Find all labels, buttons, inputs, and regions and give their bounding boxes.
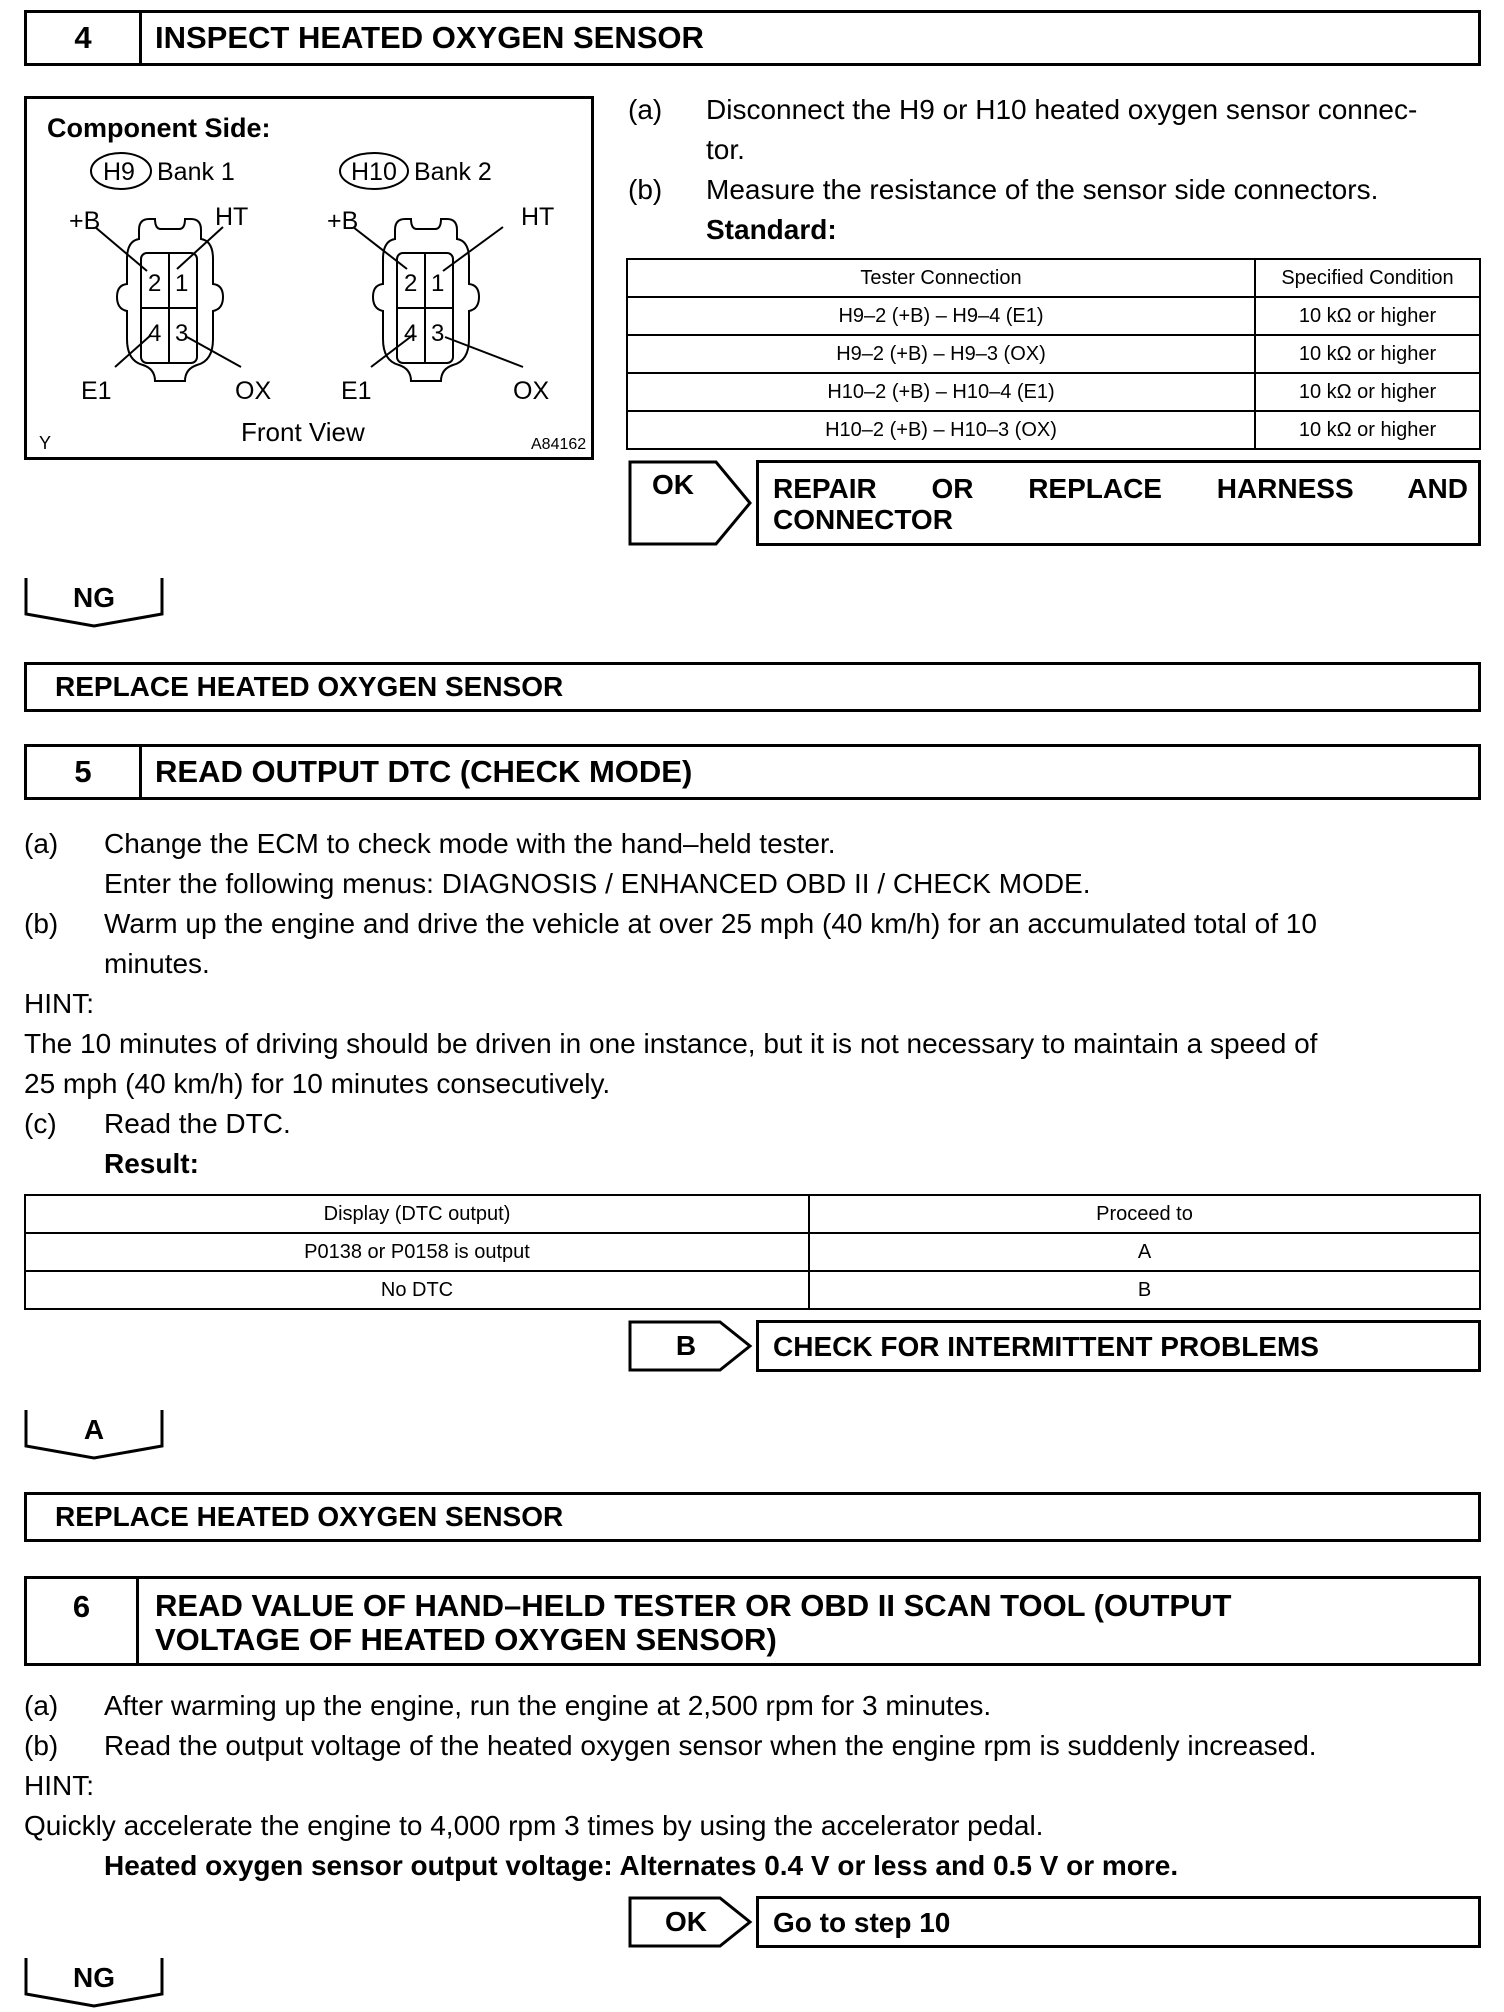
figure-code: A84162 <box>531 436 587 453</box>
left-pin-2: 2 <box>148 270 162 297</box>
left-ox-label: OX <box>235 377 272 405</box>
step5-a-line1: Change the ECM to check mode with the hand–held tester. <box>104 828 836 859</box>
step5-b-line2: minutes. <box>104 948 210 979</box>
front-view-label: Front View <box>241 417 365 447</box>
table-header-row <box>627 259 1480 297</box>
table-row <box>627 297 1480 335</box>
step6-ng-down-tag <box>24 1956 164 2008</box>
ok-tag-label: OK <box>665 1906 707 1937</box>
step5-b-arrow-tag <box>628 1320 754 1372</box>
step4-ng-result: REPLACE HEATED OXYGEN SENSOR <box>24 662 1481 712</box>
table-row <box>627 411 1480 449</box>
table-row <box>25 1271 1480 1309</box>
step6-b-line: Read the output voltage of the heated oxygen sensor when the engine rpm is suddenly increased. <box>104 1730 1317 1761</box>
table-header: Tester Connection <box>627 259 1255 297</box>
step5-a-down-tag <box>24 1408 164 1460</box>
table-cell: 10 kΩ or higher <box>1255 411 1480 449</box>
table-header: Display (DTC output) <box>25 1195 809 1233</box>
left-ht-label: HT <box>215 203 249 231</box>
bank1-label: Bank 1 <box>157 158 235 186</box>
table-cell: H10–2 (+B) – H10–4 (E1) <box>627 373 1255 411</box>
left-pin-4: 4 <box>148 320 162 347</box>
step4-a-label: (a) <box>628 94 663 125</box>
left-plus-b-label: +B <box>69 207 101 235</box>
step4-b-line1: Measure the resistance of the sensor side connectors. <box>706 174 1379 205</box>
step-number: 4 <box>27 13 142 63</box>
table-row <box>627 373 1480 411</box>
table-header: Proceed to <box>809 1195 1480 1233</box>
step5-c-line: Read the DTC. <box>104 1108 291 1139</box>
step5-b-line1: Warm up the engine and drive the vehicle at over 25 mph (40 km/h) for an accumulated total of 10 <box>104 908 1317 939</box>
step4-b-label: (b) <box>628 174 663 205</box>
bank2-label: Bank 2 <box>414 158 492 186</box>
step4-a-line2: tor. <box>706 134 745 165</box>
step5-hint-line2: 25 mph (40 km/h) for 10 minutes consecutively. <box>24 1068 611 1099</box>
right-ht-label: HT <box>521 203 555 231</box>
table-cell: P0138 or P0158 is output <box>25 1233 809 1271</box>
figure-y-mark: Y <box>39 433 52 453</box>
step4-ng-down-tag <box>24 576 164 628</box>
step5-a-line2: Enter the following menus: DIAGNOSIS / ENHANCED OBD II / CHECK MODE. <box>104 868 1091 899</box>
resistance-table <box>626 258 1481 450</box>
step6-spec: Heated oxygen sensor output voltage: Alternates 0.4 V or less and 0.5 V or more. <box>104 1850 1179 1881</box>
a-tag-label: A <box>83 1414 105 1445</box>
connector-diagram <box>27 99 591 457</box>
ng-tag-label: NG <box>73 1962 115 1993</box>
right-pin-1: 1 <box>431 270 445 297</box>
step4-ok-arrow-tag <box>628 460 754 546</box>
table-cell: H9–2 (+B) – H9–4 (E1) <box>627 297 1255 335</box>
right-pin-2: 2 <box>404 270 418 297</box>
table-cell: A <box>809 1233 1480 1271</box>
table-header: Specified Condition <box>1255 259 1480 297</box>
result-label: Result: <box>104 1148 199 1179</box>
step-title <box>155 1579 1468 1663</box>
table-header-row <box>25 1195 1480 1233</box>
table-row <box>25 1233 1480 1271</box>
step6-hint-label: HINT: <box>24 1770 94 1801</box>
step5-a-label: (a) <box>24 828 59 859</box>
step4-a-line1: Disconnect the H9 or H10 heated oxygen sensor connec- <box>706 94 1418 125</box>
table-cell: H10–2 (+B) – H10–3 (OX) <box>627 411 1255 449</box>
right-pin-4: 4 <box>404 320 418 347</box>
step-6-header <box>24 1576 1481 1666</box>
step5-b-result: CHECK FOR INTERMITTENT PROBLEMS <box>756 1320 1481 1372</box>
step5-c-label: (c) <box>24 1108 57 1139</box>
table-cell: B <box>809 1271 1480 1309</box>
step6-a-label: (a) <box>24 1690 59 1721</box>
table-cell: 10 kΩ or higher <box>1255 297 1480 335</box>
ok-result-line1: REPAIR OR REPLACE HARNESS AND <box>773 473 1468 504</box>
step6-b-label: (b) <box>24 1730 59 1761</box>
dtc-result-table <box>24 1194 1481 1310</box>
ok-tag-label: OK <box>652 469 694 500</box>
ng-tag-label: NG <box>73 582 115 613</box>
table-cell: H9–2 (+B) – H9–3 (OX) <box>627 335 1255 373</box>
left-pin-3: 3 <box>175 320 189 347</box>
step-5-header <box>24 744 1481 800</box>
step-4-header <box>24 10 1481 66</box>
right-e1-label: E1 <box>341 377 372 405</box>
step6-ok-arrow-tag <box>628 1896 754 1948</box>
right-pin-3: 3 <box>431 320 445 347</box>
step6-hint-line: Quickly accelerate the engine to 4,000 rpm 3 times by using the accelerator pedal. <box>24 1810 1044 1841</box>
step6-ok-result: Go to step 10 <box>756 1896 1481 1948</box>
step-title-line2: VOLTAGE OF HEATED OXYGEN SENSOR) <box>155 1622 777 1657</box>
step5-a-result: REPLACE HEATED OXYGEN SENSOR <box>24 1492 1481 1542</box>
step5-hint-label: HINT: <box>24 988 94 1019</box>
table-row <box>627 335 1480 373</box>
connector-figure <box>24 96 594 460</box>
step-number: 5 <box>27 747 142 797</box>
b-tag-label: B <box>675 1330 697 1361</box>
step5-b-label: (b) <box>24 908 59 939</box>
table-cell: 10 kΩ or higher <box>1255 335 1480 373</box>
h10-label: H10 <box>351 158 397 186</box>
step-title: READ OUTPUT DTC (CHECK MODE) <box>155 754 693 789</box>
left-e1-label: E1 <box>81 377 112 405</box>
step4-ok-result <box>756 460 1481 546</box>
right-ox-label: OX <box>513 377 550 405</box>
right-plus-b-label: +B <box>327 207 359 235</box>
table-cell: 10 kΩ or higher <box>1255 373 1480 411</box>
table-cell: No DTC <box>25 1271 809 1309</box>
step6-a-line: After warming up the engine, run the engine at 2,500 rpm for 3 minutes. <box>104 1690 992 1721</box>
ok-result-line2: CONNECTOR <box>773 504 953 535</box>
component-side-label: Component Side: <box>47 113 271 143</box>
left-pin-1: 1 <box>175 270 189 297</box>
step-title: INSPECT HEATED OXYGEN SENSOR <box>155 20 704 55</box>
step-number: 6 <box>27 1579 139 1663</box>
standard-label: Standard: <box>706 214 837 245</box>
h9-label: H9 <box>103 158 135 186</box>
step5-hint-line1: The 10 minutes of driving should be driven in one instance, but it is not necessary to maintain a speed of <box>24 1028 1318 1059</box>
step-title-line1: READ VALUE OF HAND–HELD TESTER OR OBD II SCAN TOOL (OUTPUT <box>155 1588 1232 1623</box>
